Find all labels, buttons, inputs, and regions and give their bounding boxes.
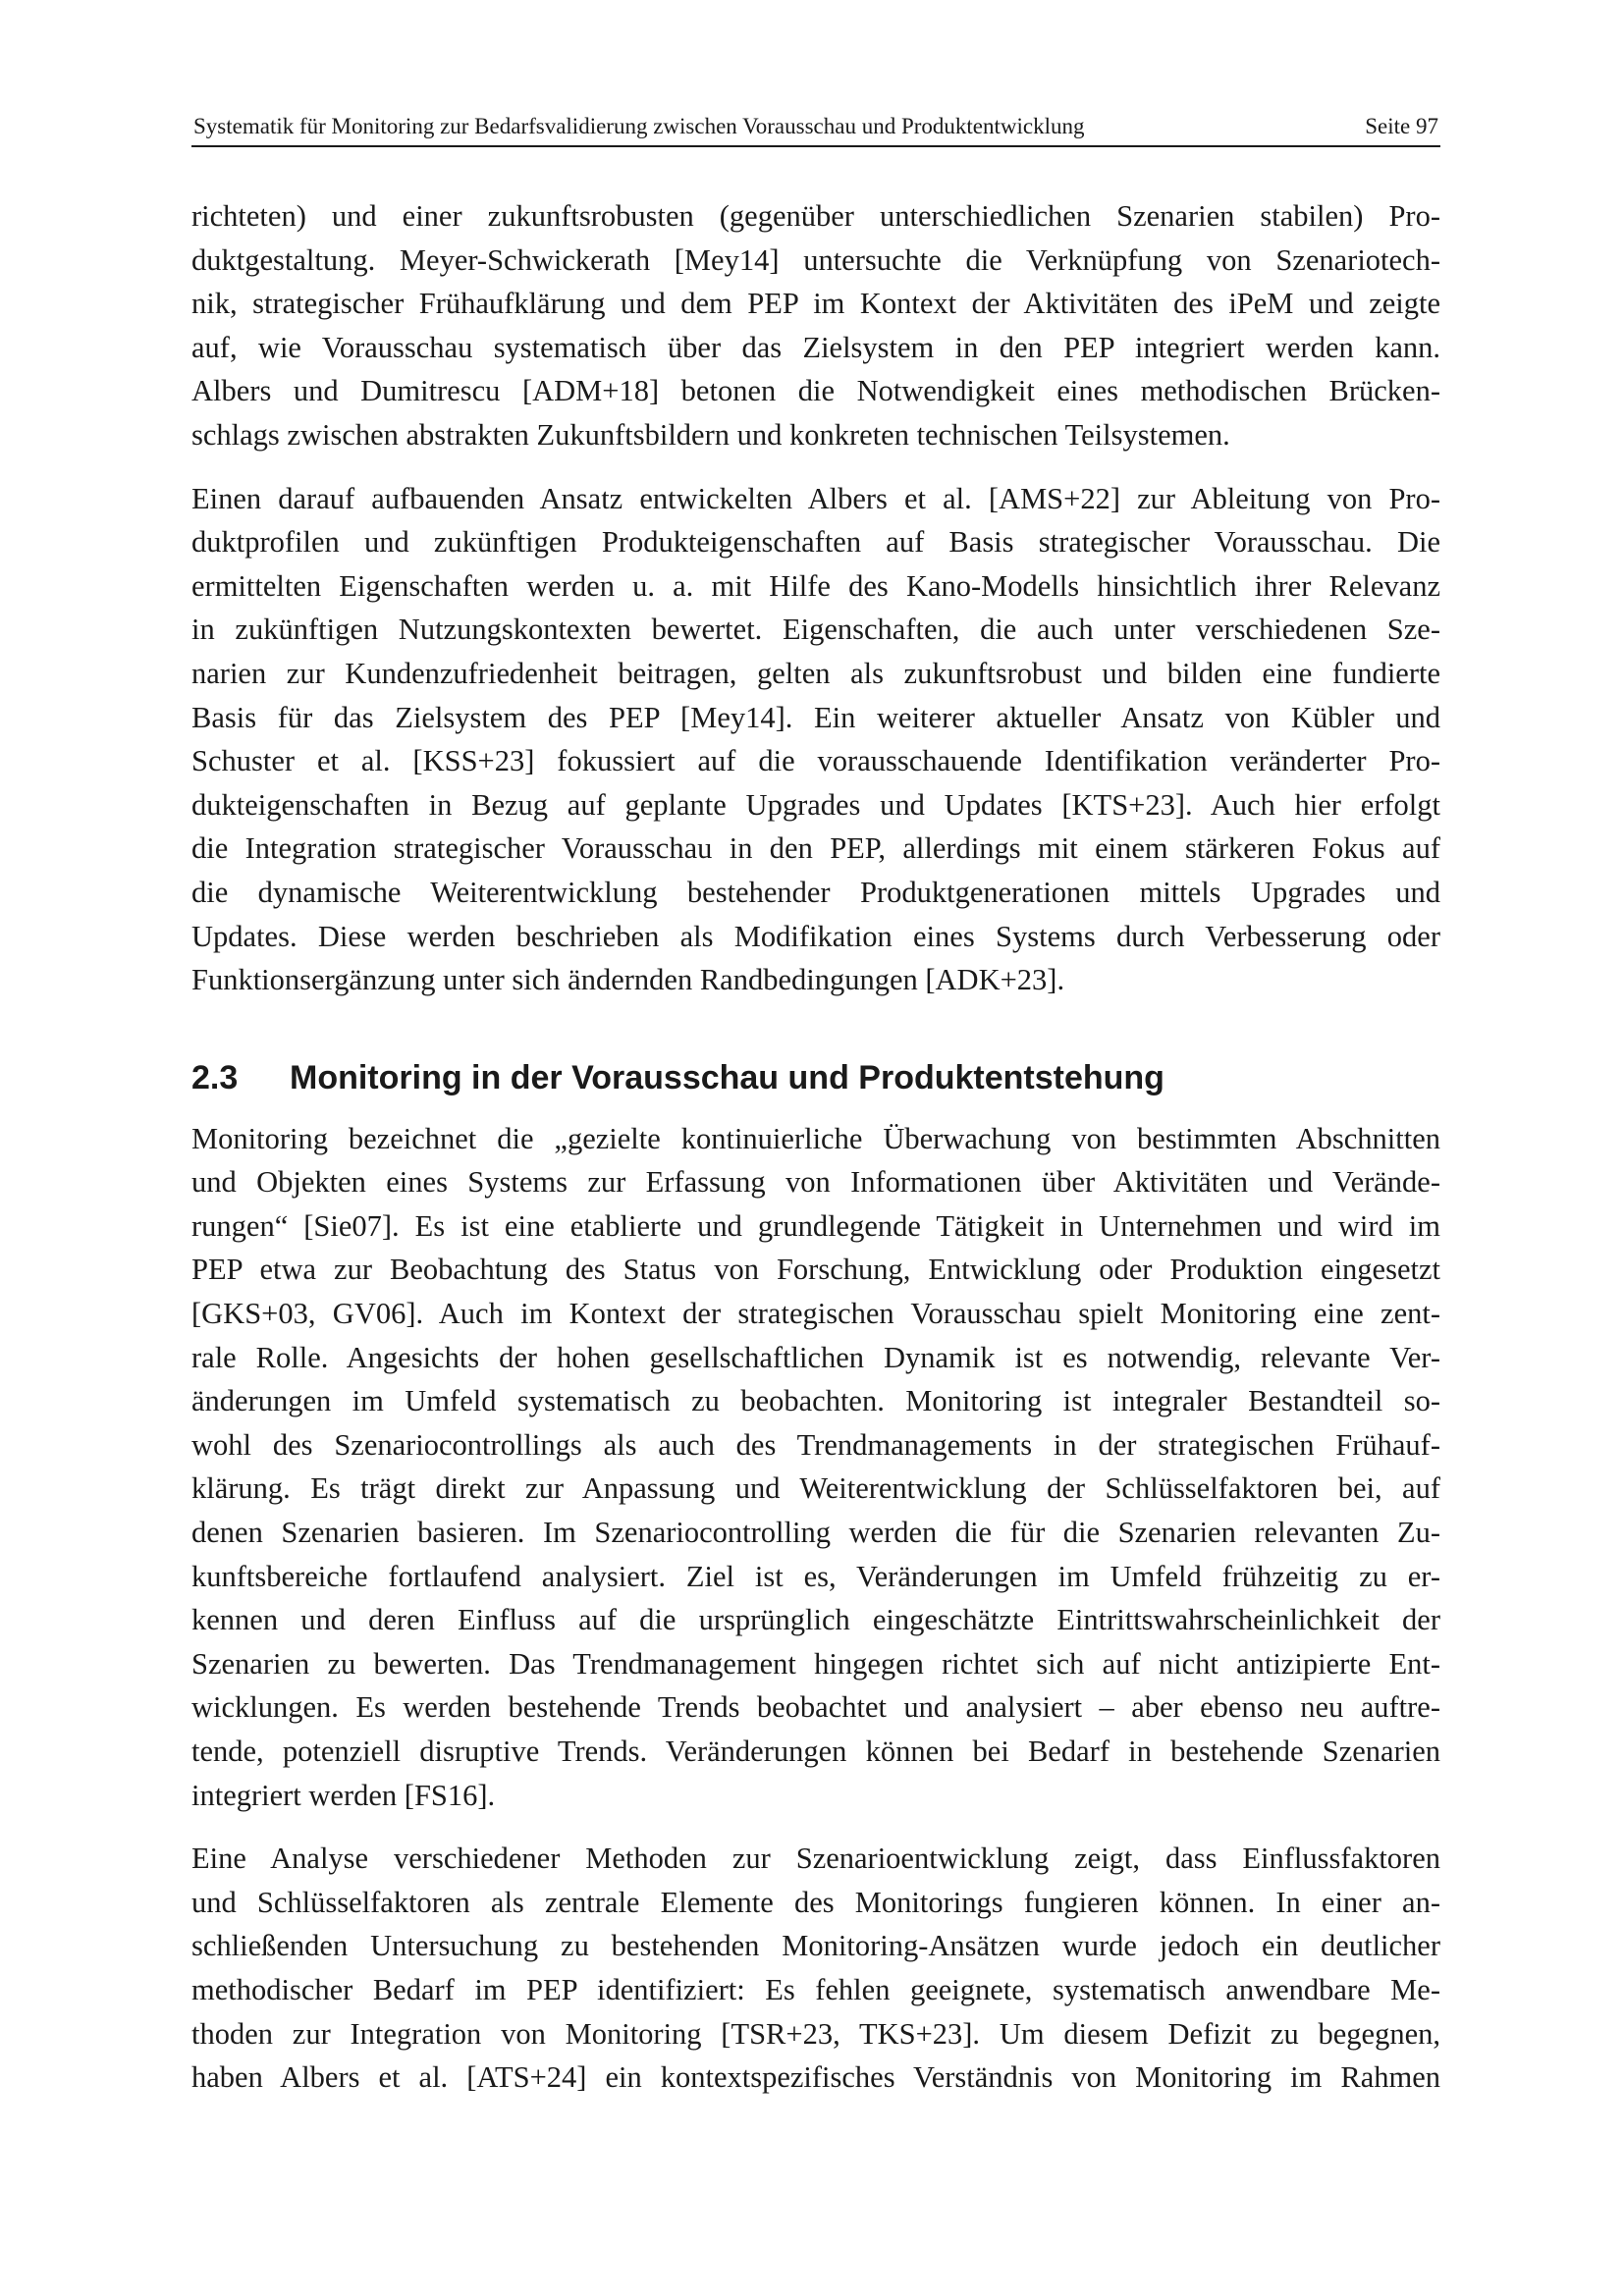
running-header	[191, 110, 1440, 147]
text-line: duktprofilen und zukünftigen Produkteigenschaften auf Basis strategischer Vorausschau. Die	[191, 525, 1440, 560]
text-line: Szenarien zu bewerten. Das Trendmanagement hingegen richtet sich auf nicht antizipierte Ent-	[191, 1646, 1440, 1681]
paragraph-1	[191, 194, 1440, 457]
section-heading	[191, 1056, 1440, 1099]
text-line: duktgestaltung. Meyer-Schwickerath [Mey14] untersuchte die Verknüpfung von Szenariotech-	[191, 242, 1440, 277]
text-line: kunftsbereiche fortlaufend analysiert. Ziel ist es, Veränderungen im Umfeld frühzeitig zu er-	[191, 1559, 1440, 1593]
text-line: richteten) und einer zukunftsrobusten (gegenüber unterschiedlichen Szenarien stabilen) Pro-	[191, 199, 1440, 233]
text-line: Einen darauf aufbauenden Ansatz entwickelten Albers et al. [AMS+22] zur Ableitung von Pro-	[191, 481, 1440, 515]
text-line: methodischer Bedarf im PEP identifiziert: Es fehlen geeignete, systematisch anwendbare Me-	[191, 1972, 1440, 2006]
document-page	[191, 0, 1440, 2296]
text-line: und Schlüsselfaktoren als zentrale Elemente des Monitorings fungieren können. In einer an-	[191, 1885, 1440, 1919]
text-line: Schuster et al. [KSS+23] fokussiert auf die vorausschauende Identifikation veränderter Pro-	[191, 744, 1440, 778]
paragraph-2	[191, 477, 1440, 1002]
text-line: Eine Analyse verschiedener Methoden zur Szenarioentwicklung zeigt, dass Einflussfaktoren	[191, 1842, 1440, 1876]
text-line: schlags zwischen abstrakten Zukunftsbildern und konkreten technischen Teilsystemen.	[191, 417, 1230, 452]
text-line: die Integration strategischer Vorausschau in den PEP, allerdings mit einem stärkeren Fokus auf	[191, 831, 1440, 866]
text-line: in zukünftigen Nutzungskontexten bewertet. Eigenschaften, die auch unter verschiedenen Sze-	[191, 613, 1440, 647]
text-line: kennen und deren Einfluss auf die ursprünglich eingeschätzte Eintrittswahrscheinlichkeit der	[191, 1603, 1440, 1637]
text-line: Updates. Diese werden beschrieben als Modifikation eines Systems durch Verbesserung oder	[191, 919, 1440, 953]
paragraph-spacer	[191, 1817, 1440, 1837]
page-number: Seite 97	[1365, 114, 1438, 138]
text-line: narien zur Kundenzufriedenheit beitragen, gelten als zukunftsrobust und bilden eine fundierte	[191, 656, 1440, 690]
text-line: rale Rolle. Angesichts der hohen gesellschaftlichen Dynamik ist es notwendig, relevante Ver-	[191, 1340, 1440, 1374]
text-line: wicklungen. Es werden bestehende Trends beobachtet und analysiert – aber ebenso neu auftre-	[191, 1690, 1440, 1725]
text-line: klärung. Es trägt direkt zur Anpassung und Weiterentwicklung der Schlüsselfaktoren bei, auf	[191, 1471, 1440, 1506]
text-line: haben Albers et al. [ATS+24] ein kontextspezifisches Verständnis von Monitoring im Rahmen	[191, 2060, 1440, 2095]
text-line: ermittelten Eigenschaften werden u. a. mit Hilfe des Kano-Modells hinsichtlich ihrer Relevanz	[191, 568, 1440, 603]
section-title: Monitoring in der Vorausschau und Produktentstehung	[290, 1058, 1164, 1096]
text-line: Monitoring bezeichnet die „gezielte kontinuierliche Überwachung von bestimmten Abschnitten	[191, 1121, 1440, 1155]
text-line: wohl des Szenariocontrollings als auch des Trendmanagements in der strategischen Frühauf-	[191, 1427, 1440, 1462]
text-line: tende, potenziell disruptive Trends. Veränderungen können bei Bedarf in bestehende Szenarien	[191, 1735, 1440, 1768]
text-line: schließenden Untersuchung zu bestehenden Monitoring-Ansätzen wurde jedoch ein deutlicher	[191, 1929, 1440, 1963]
text-line: änderungen im Umfeld systematisch zu beobachten. Monitoring ist integraler Bestandteil so-	[191, 1384, 1440, 1418]
running-header-title: Systematik für Monitoring zur Bedarfsvalidierung zwischen Vorausschau und Produktentwicklung	[193, 114, 1085, 138]
document-body	[191, 194, 1440, 2100]
text-line: die dynamische Weiterentwicklung bestehender Produktgenerationen mittels Upgrades und	[191, 875, 1440, 909]
text-line: Basis für das Zielsystem des PEP [Mey14]. Ein weiterer aktueller Ansatz von Kübler und	[191, 700, 1440, 734]
text-line: thoden zur Integration von Monitoring [TSR+23, TKS+23]. Um diesem Defizit zu begegnen,	[191, 2016, 1440, 2051]
text-line: dukteigenschaften in Bezug auf geplante Upgrades und Updates [KTS+23]. Auch hier erfolgt	[191, 787, 1440, 822]
paragraph-3	[191, 1117, 1440, 1818]
text-line: Funktionsergänzung unter sich ändernden Randbedingungen [ADK+23].	[191, 963, 1065, 997]
text-line: und Objekten eines Systems zur Erfassung von Informationen über Aktivitäten und Verände-	[191, 1165, 1440, 1200]
section-number: 2.3	[191, 1058, 239, 1096]
text-line: rungen“ [Sie07]. Es ist eine etablierte und grundlegende Tätigkeit in Unternehmen und wird im	[191, 1208, 1440, 1243]
paragraph-4	[191, 1837, 1440, 2100]
text-line: integriert werden [FS16].	[191, 1778, 496, 1812]
text-line: [GKS+03, GV06]. Auch im Kontext der strategischen Vorausschau spielt Monitoring eine zent-	[191, 1297, 1440, 1331]
text-line: denen Szenarien basieren. Im Szenariocontrolling werden die für die Szenarien relevanten Zu-	[191, 1516, 1440, 1550]
paragraph-spacer	[191, 457, 1440, 477]
text-line: auf, wie Vorausschau systematisch über das Zielsystem in den PEP integriert werden kann.	[191, 330, 1440, 364]
text-line: nik, strategischer Frühaufklärung und dem PEP im Kontext der Aktivitäten des iPeM und zeigte	[191, 287, 1440, 321]
text-line: PEP etwa zur Beobachtung des Status von Forschung, Entwicklung oder Produktion eingesetzt	[191, 1253, 1440, 1287]
text-line: Albers und Dumitrescu [ADM+18] betonen die Notwendigkeit eines methodischen Brücken-	[191, 374, 1440, 408]
